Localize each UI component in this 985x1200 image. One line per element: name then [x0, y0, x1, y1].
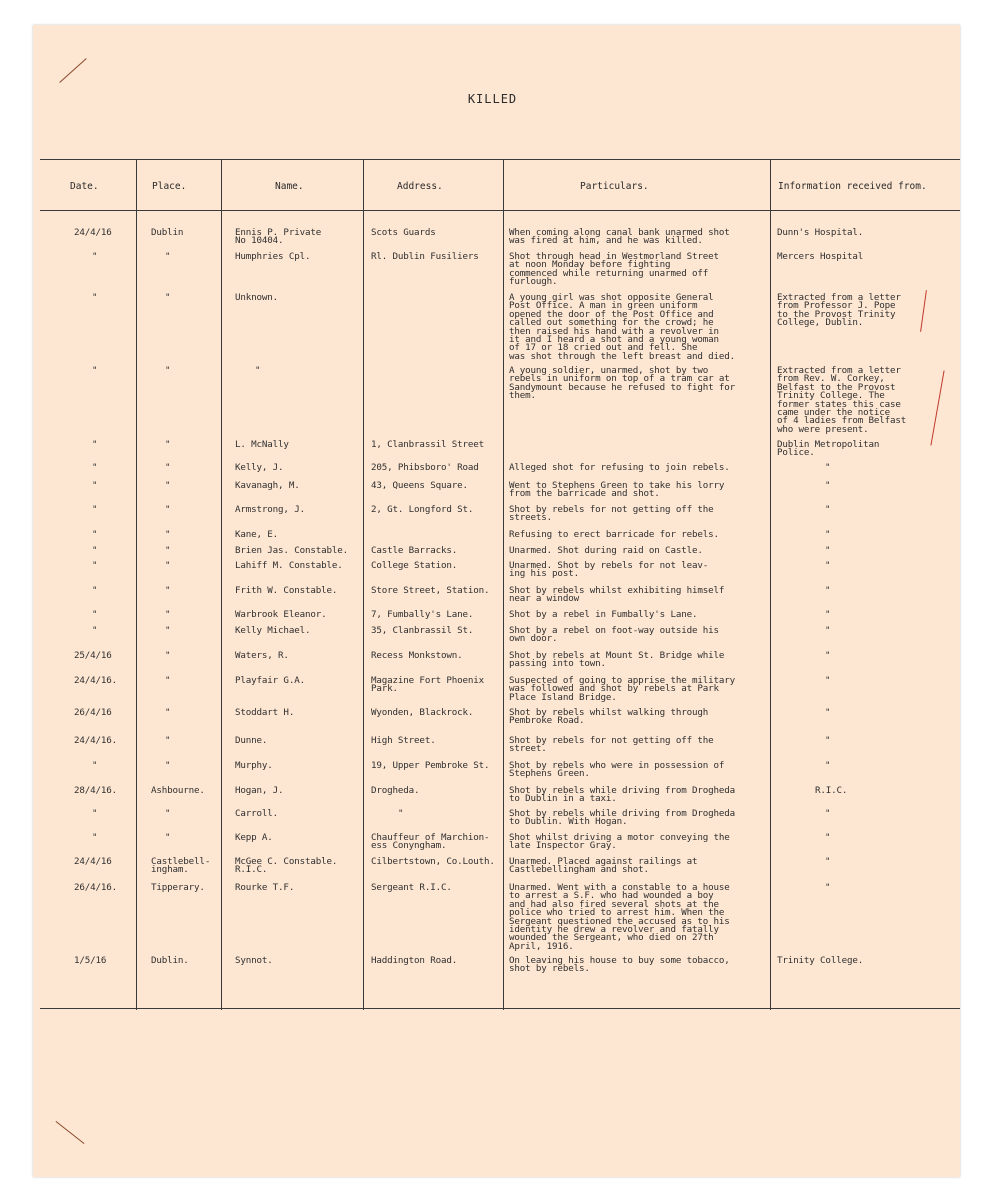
row-particulars: Shot by rebels whilst walking through Pembroke Road. [509, 707, 709, 727]
row-date: 24/4/16. [74, 735, 118, 746]
row-name: Kepp A. [235, 832, 273, 843]
row-information-source: Dublin Metropolitan Police. [777, 439, 880, 459]
row-information-source: Trinity College. [777, 955, 864, 966]
column-header-info: Information received from. [778, 181, 927, 192]
row-information-source: " [825, 585, 831, 596]
row-address: High Street. [371, 735, 436, 746]
row-date: " [92, 529, 98, 540]
row-address: Castle Barracks. [371, 545, 458, 556]
row-name: Dunne. [235, 735, 268, 746]
row-address: Sergeant R.I.C. [371, 882, 452, 893]
row-particulars: Shot by rebels at Mount St. Bridge while passing into town. [509, 650, 725, 670]
header-bottom-rule [40, 210, 960, 211]
row-address: 1, Clanbrassil Street [371, 439, 485, 450]
row-particulars: Alleged shot for refusing to join rebels. [509, 462, 730, 473]
row-particulars: A young soldier, unarmed, shot by two rebels in uniform on top of a tram car at Sandymount because he refused to fight for them. [509, 365, 736, 402]
row-place: " [165, 735, 171, 746]
row-date: " [92, 504, 98, 515]
row-address: Magazine Fort Phoenix Park. [371, 675, 485, 695]
row-place: " [165, 480, 171, 491]
column-divider [363, 159, 364, 1010]
table-bottom-rule [40, 1008, 960, 1009]
row-particulars: Refusing to erect barricade for rebels. [509, 529, 719, 540]
row-address: Store Street, Station. [371, 585, 490, 596]
row-particulars: Suspected of going to apprise the military was followed and shot by rebels at Park Place Island Bridge. [509, 675, 736, 703]
row-address: Recess Monkstown. [371, 650, 463, 661]
row-name: Unknown. [235, 292, 279, 303]
row-name: McGee C. Constable. R.I.C. [235, 856, 338, 876]
row-name: Kavanagh, M. [235, 480, 300, 491]
row-date: " [92, 439, 98, 450]
row-place: Tipperary. [151, 882, 205, 893]
row-date: " [92, 832, 98, 843]
row-address: College Station. [371, 560, 458, 571]
row-place: " [165, 462, 171, 473]
row-particulars: Shot by a rebel in Fumbally's Lane. [509, 609, 698, 620]
row-date: " [92, 609, 98, 620]
row-particulars: Shot by rebels for not getting off the streets. [509, 504, 714, 524]
row-name: Humphries Cpl. [235, 251, 311, 262]
row-address: 19, Upper Pembroke St. [371, 760, 490, 771]
row-information-source: Dunn's Hospital. [777, 227, 864, 238]
row-address: Chauffeur of Marchion- ess Conyngham. [371, 832, 490, 852]
row-place: Dublin [151, 227, 184, 238]
row-name: Waters, R. [235, 650, 289, 661]
row-name: Stoddart H. [235, 707, 295, 718]
row-date: " [92, 365, 98, 376]
row-particulars: Unarmed. Placed against railings at Castlebellingham and shot. [509, 856, 698, 876]
row-name: Ennis P. Private No 10404. [235, 227, 322, 247]
row-name: Rourke T.F. [235, 882, 295, 893]
row-name: L. McNally [235, 439, 289, 450]
row-address: 43, Queens Square. [371, 480, 468, 491]
row-address: 2, Gt. Longford St. [371, 504, 474, 515]
row-date: 28/4/16. [74, 785, 118, 796]
row-particulars: Unarmed. Shot by rebels for not leav- ing his post. [509, 560, 709, 580]
column-divider [770, 159, 771, 1010]
row-information-source: " [825, 675, 831, 686]
row-date: 26/4/16 [74, 707, 112, 718]
row-place: " [165, 808, 171, 819]
row-particulars: Shot by rebels for not getting off the street. [509, 735, 714, 755]
row-particulars: Shot by a rebel on foot-way outside his own door. [509, 625, 719, 645]
row-information-source: " [825, 560, 831, 571]
row-place: " [165, 545, 171, 556]
row-name: Kelly Michael. [235, 625, 311, 636]
row-address: 35, Clanbrassil St. [371, 625, 474, 636]
row-date: " [92, 808, 98, 819]
row-address: " [398, 808, 404, 819]
row-date: " [92, 560, 98, 571]
row-name: Kane, E. [235, 529, 279, 540]
row-name: Frith W. Constable. [235, 585, 338, 596]
row-information-source: " [825, 832, 831, 843]
row-information-source: Extracted from a letter from Rev. W. Corkey, Belfast to the Provost Trinity College. The former states this case came under the notice of 4 ladies from Belfast who were present. [777, 365, 907, 435]
row-place: " [165, 625, 171, 636]
row-address: Haddington Road. [371, 955, 458, 966]
row-place: " [165, 675, 171, 686]
row-address: Rl. Dublin Fusiliers [371, 251, 479, 262]
row-place: " [165, 529, 171, 540]
row-particulars: Went to Stephens Green to take his lorry from the barricade and shot. [509, 480, 725, 500]
page-title: KILLED [467, 92, 518, 106]
column-header-name: Name. [275, 181, 304, 192]
row-date: " [92, 462, 98, 473]
row-information-source: " [825, 808, 831, 819]
row-information-source: " [825, 529, 831, 540]
row-date: 26/4/16. [74, 882, 118, 893]
row-name: Armstrong, J. [235, 504, 305, 515]
row-particulars: Shot whilst driving a motor conveying the late Inspector Gray. [509, 832, 730, 852]
row-address: 7, Fumbally's Lane. [371, 609, 474, 620]
row-information-source: " [825, 545, 831, 556]
row-date: 24/4/16. [74, 675, 118, 686]
row-place: " [165, 609, 171, 620]
row-place: " [165, 760, 171, 771]
row-information-source: " [825, 650, 831, 661]
row-date: " [92, 625, 98, 636]
row-information-source: Mercers Hospital [777, 251, 864, 262]
row-information-source: R.I.C. [815, 785, 848, 796]
row-particulars: Shot by rebels while driving from Drogheda to Dublin. With Hogan. [509, 808, 736, 828]
row-address: 205, Phibsboro' Road [371, 462, 479, 473]
row-information-source: " [825, 462, 831, 473]
row-name: Murphy. [235, 760, 273, 771]
row-name: Lahiff M. Constable. [235, 560, 343, 571]
row-place: " [165, 292, 171, 303]
row-place: " [165, 832, 171, 843]
row-date: " [92, 292, 98, 303]
row-name: Synnot. [235, 955, 273, 966]
row-place: Castlebell- ingham. [151, 856, 211, 876]
row-particulars: A young girl was shot opposite General Post Office. A man in green uniform opened the door of the Post Office and called out something for the crowd; he then raised his hand with a revolver in it and I heard a shot and a young woman of 17 or 18 cried out and fell. She was shot through the left breast and died. [509, 292, 736, 362]
row-place: Ashbourne. [151, 785, 205, 796]
column-header-address: Address. [397, 181, 443, 192]
row-information-source: " [825, 504, 831, 515]
row-information-source: " [825, 856, 831, 867]
row-date: " [92, 545, 98, 556]
row-date: " [92, 760, 98, 771]
row-date: " [92, 251, 98, 262]
row-address: Drogheda. [371, 785, 420, 796]
row-information-source: " [825, 625, 831, 636]
row-place: Dublin. [151, 955, 189, 966]
row-place: " [165, 560, 171, 571]
row-place: " [165, 707, 171, 718]
row-information-source: Extracted from a letter from Professor J. Pope to the Provost Trinity College, Dublin. [777, 292, 901, 329]
row-particulars: Shot by rebels who were in possession of Stephens Green. [509, 760, 725, 780]
row-name: Warbrook Eleanor. [235, 609, 327, 620]
column-divider [136, 159, 137, 1010]
row-particulars: When coming along canal bank unarmed shot was fired at him, and he was killed. [509, 227, 730, 247]
row-address: Wyonden, Blackrock. [371, 707, 474, 718]
row-particulars: Shot by rebels whilst exhibiting himself near a window [509, 585, 725, 605]
row-particulars: Unarmed. Shot during raid on Castle. [509, 545, 703, 556]
row-particulars: Shot through head in Westmorland Street at noon Monday before fighting commenced while returning unarmed off furlough. [509, 251, 719, 288]
column-header-date: Date. [70, 181, 99, 192]
row-place: " [165, 365, 171, 376]
row-address: Cilbertstown, Co.Louth. [371, 856, 495, 867]
row-name: Playfair G.A. [235, 675, 305, 686]
row-particulars: On leaving his house to buy some tobacco, shot by rebels. [509, 955, 730, 975]
row-name: " [255, 365, 261, 376]
row-particulars: Unarmed. Went with a constable to a house to arrest a S.F. who had wounded a boy and had also fired several shots at the police who tried to arrest him. When the Sergeant questioned the accused as to his identity he drew a revolver and fatally wounded the Sergeant, who died on 27th April, 1916. [509, 882, 730, 952]
row-information-source: " [825, 707, 831, 718]
row-place: " [165, 585, 171, 596]
column-divider [221, 159, 222, 1010]
column-divider [503, 159, 504, 1010]
row-name: Brien Jas. Constable. [235, 545, 349, 556]
column-header-particulars: Particulars. [580, 181, 649, 192]
row-date: 24/4/16 [74, 856, 112, 867]
row-place: " [165, 650, 171, 661]
row-date: 1/5/16 [74, 955, 107, 966]
row-place: " [165, 439, 171, 450]
row-information-source: " [825, 609, 831, 620]
column-header-place: Place. [152, 181, 187, 192]
row-address: Scots Guards [371, 227, 436, 238]
table-top-rule [40, 159, 960, 160]
row-date: " [92, 480, 98, 491]
row-date: 24/4/16 [74, 227, 112, 238]
document-page [33, 25, 960, 1177]
row-information-source: " [825, 480, 831, 491]
row-information-source: " [825, 882, 831, 893]
row-place: " [165, 504, 171, 515]
row-name: Hogan, J. [235, 785, 284, 796]
row-information-source: " [825, 760, 831, 771]
row-particulars: Shot by rebels while driving from Drogheda to Dublin in a taxi. [509, 785, 736, 805]
row-name: Carroll. [235, 808, 279, 819]
row-date: 25/4/16 [74, 650, 112, 661]
row-information-source: " [825, 735, 831, 746]
row-name: Kelly, J. [235, 462, 284, 473]
row-place: " [165, 251, 171, 262]
row-date: " [92, 585, 98, 596]
